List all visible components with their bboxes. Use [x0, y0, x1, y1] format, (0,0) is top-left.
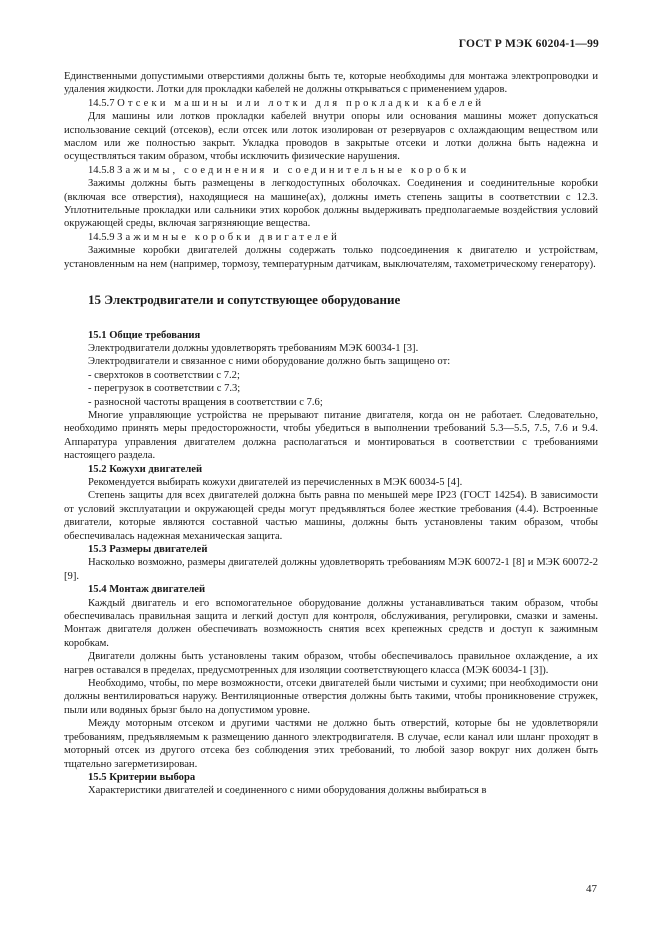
paragraph: Рекомендуется выбирать кожухи двигателей из перечисленных в МЭК 60034-5 [4]. — [88, 476, 463, 488]
paragraph: Каждый двигатель и его вспомогательное оборудование должны устанавливаться таким образом, чтобы обеспечивалась правильная защита и легкий доступ для контроля, обслуживания, регулировки, смазки и замены. Монтаж двигателя должен обеспечивать возможность снятия всех крепежных средств и доступ к зажимным коробкам. — [64, 597, 598, 649]
list-item: - перегрузок в соответствии с 7.3; — [88, 383, 241, 395]
section-subheading: 15.1 Общие требования — [88, 329, 201, 341]
paragraph: Характеристики двигателей и соединенного с ними оборудования должны выбираться в — [88, 785, 487, 797]
section-subheading: 15.2 Кожухи двигателей — [88, 463, 203, 475]
paragraph: Двигатели должны быть установлены таким образом, чтобы обеспечивалось правильное охлаждение, а их нагрев оставался в пределах, предусмотренных для изоляции соответствующего класса (МЭК 60034-1 [3]). — [64, 651, 598, 676]
paragraph: Необходимо, чтобы, по мере возможности, отсеки двигателей были чистыми и сухими; при необходимости они должны вентилироваться наружу. Вентиляционные отверстия должны быть такими, чтобы проникновение стружек, пыли или водяных брызг было на допустимом уровне. — [64, 678, 598, 716]
subsection-title: Зажимные коробки двигателей — [117, 231, 340, 243]
paragraph: Единственными допустимыми отверстиями должны быть те, которые необходимы для монтажа электропроводки и удаления жидкости. Лотки для прокладки кабелей не должны открываться с применением ударов. — [64, 71, 598, 96]
paragraph: Для машины или лотков прокладки кабелей внутри опоры или основания машины может допускаться использование секций (отсеков), если отсек или лоток изолирован от резервуаров с охлаждающим веществом или маслом или же полностью закрыт. Укладка проводов в закрытые отсеки и лотки должна быть надежна и осуществляться таким образом, чтобы исключить физические нарушения. — [64, 111, 598, 163]
paragraph: Электродвигатели и связанное с ними оборудование должно быть защищено от: — [88, 356, 451, 368]
subsection-title: Зажимы, соединения и соединительные коробки — [117, 164, 470, 176]
subsection-heading — [64, 231, 598, 244]
subsection-heading — [64, 97, 598, 110]
subsection-number: 14.5.8 — [88, 164, 115, 176]
paragraph: Многие управляющие устройства не прерывают питание двигателя, когда он не работает. Следовательно, необходимо принять меры предосторожности, чтобы убедиться в выполнении требований 5.3—5.5, 7.5, 7.6 и 9.4. Аппаратура управления двигателем должна располагаться и монтироваться в соответствии с требованиями настоящего раздела. — [64, 409, 598, 462]
paragraph: Зажимы должны быть размещены в легкодоступных оболочках. Соединения и соединительные коробки (включая все отверстия), находящиеся на машине(ах), должны иметь степень защиты в соответствии с 12.3. Уплотнительные прокладки или сальники этих коробок должны выдерживать предполагаемые воздействия условий окружающей среды, включая загрязняющие вещества. — [64, 178, 598, 230]
section-subheading: 15.5 Критерии выбора — [88, 771, 196, 783]
paragraph: Насколько возможно, размеры двигателей должны удовлетворять требованиям МЭК 60072-1 [8] и МЭК 60072-2 [9]. — [64, 557, 598, 582]
page-number: 47 — [586, 883, 597, 895]
subsection-number: 14.5.7 — [88, 97, 115, 109]
bullet-list — [64, 369, 598, 409]
section-subheading: 15.4 Монтаж двигателей — [88, 584, 206, 596]
paragraph: Между моторным отсеком и другими частями не должно быть отверстий, которые бы не удовлетворяли требованиям, предъявляемым к размещению данного электродвигателя. В случае, если канал или шланг проходят в моторный отсек из другого отсека без соблюдения этих требований, то любой зазор вокруг них должен быть тщательно загерметизирован. — [64, 718, 598, 770]
list-item: - сверхтоков в соответствии с 7.2; — [88, 369, 240, 381]
paragraph: Электродвигатели должны удовлетворять требованиям МЭК 60034-1 [3]. — [88, 342, 419, 354]
subsection-title: Отсеки машины или лотки для прокладки кабелей — [117, 97, 485, 109]
document-body — [64, 70, 598, 798]
paragraph: Зажимные коробки двигателей должны содержать только подсоединения к двигателю и устройствам, установленным на нем (например, тормозу, температурным датчикам, выключателям, тахометрическому генератору). — [64, 245, 598, 270]
paragraph: Степень защиты для всех двигателей должна быть равна по меньшей мере IP23 (ГОСТ 14254). В зависимости от условий эксплуатации и окружающей среды могут предъявляться более жесткие требования (4.4). Встроенные двигатели, которые являются составной частью машины, должны быть установлены таким образом, чтобы обеспечивалась надежная механическая защита. — [64, 490, 598, 542]
section-title: 15 Электродвигатели и сопутствующее оборудование — [88, 292, 401, 308]
subsection-number: 14.5.9 — [88, 231, 115, 243]
section-subheading: 15.3 Размеры двигателей — [88, 544, 208, 555]
list-item: - разносной частоты вращения в соответствии с 7.6; — [88, 396, 323, 408]
subsection-heading — [64, 164, 598, 177]
running-header: ГОСТ Р МЭК 60204-1—99 — [458, 38, 599, 50]
